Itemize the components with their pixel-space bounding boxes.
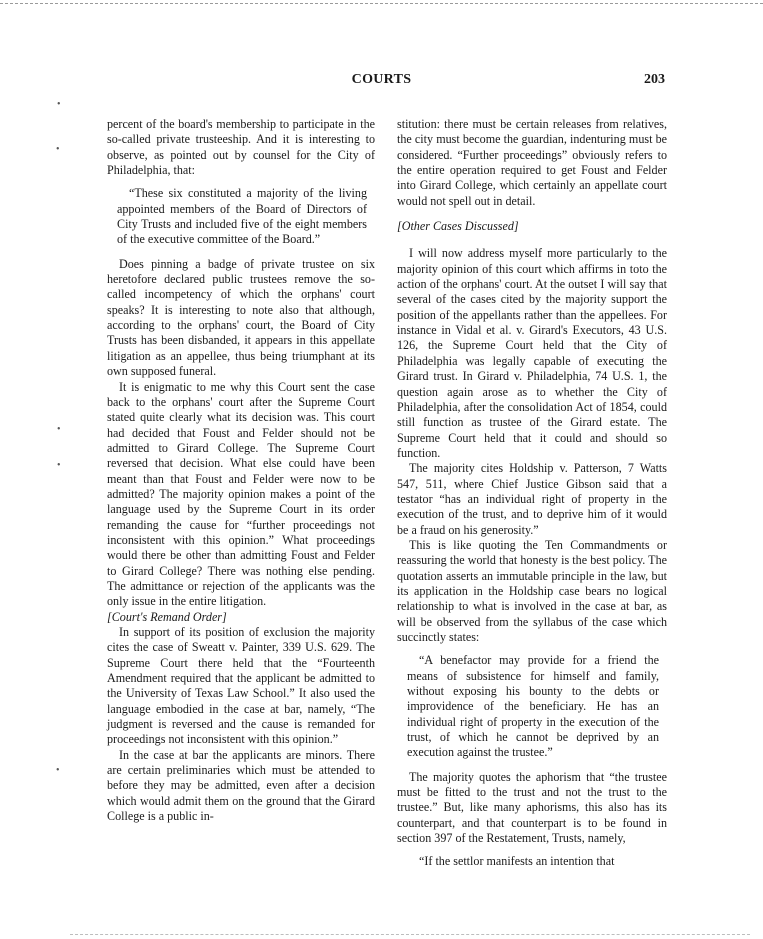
margin-mark: •: [57, 424, 61, 435]
bottom-scan-edge: [70, 934, 750, 935]
quote-text: “If the settlor manifests an intention that: [419, 854, 615, 869]
paragraph: In support of its position of exclusion the majority cites the case of Sweatt v. Painter, 339 U.S. 629. The Supreme Court there held that the “Fourteenth Amendment required that the applicant be admitted to the University of Texas Law School.” It also used the language embodied in the case at bar, namely, “The judgment is reversed and the cause is remanded for proceedings not inconsistent with this opinion.”: [107, 625, 375, 747]
running-head: COURTS: [351, 72, 412, 87]
margin-mark: •: [56, 765, 60, 776]
paragraph: percent of the board's membership to participate in the so-called private trusteeship. And it is interesting to observe, as pointed out by counsel for the City of Philadelphia, that:: [107, 117, 375, 178]
section-heading: [Court's Remand Order]: [107, 609, 227, 624]
paragraph: It is enigmatic to me why this Court sent the case back to the orphans' court after the Supreme Court stated quite clearly what its decision was. This court had decided that Foust and Felder should not be admitted to Girard College. The Supreme Court reversed that decision. What else could have been meant than that Foust and Felder were now to be admitted? The majority opinion makes a point of the language used by the Supreme Court in its order remanding the cause for “further proceedings not inconsistent with this opinion.” What proceedings would there be other than admitting Foust and Felder to Girard College? There was nothing else pending. The admittance or rejection of the applicants was the only issue in the entire litigation.: [107, 379, 375, 609]
paragraph: Does pinning a badge of private trustee on six heretofore declared public trustees remove the so-called incompetency of which the orphans' court speaks? It is interesting to note also that although, according to the orphans' court, the Board of City Trusts has been disbanded, it appears in this appellate litigation as an appellee, thus being triumphant at its own supposed funeral.: [107, 256, 375, 379]
block-quote: [407, 653, 667, 760]
paragraph: In the case at bar the applicants are minors. There are certain preliminaries which must be attended to before they may be admitted, even after a decision which would admit them on the ground that the Girard College is a public in-: [107, 747, 375, 824]
paragraph: The majority cites Holdship v. Patterson, 7 Watts 547, 511, where Chief Justice Gibson said that a testator “has an individual right of property in the execution of the trust, and to deprive him of it would be a fraud on his generosity.”: [397, 461, 667, 537]
paragraph: stitution: there must be certain releases from relatives, the city must become the guardian, indenturing must be considered. “Further proceedings” obviously refers to the entire operation required to get Foust and Felder into Girard College, which certainly an appellate court would not spell out in detail.: [397, 117, 667, 208]
quote-text: “A benefactor may provide for a friend the means of subsistence for himself and family, without exposing his bounty to the debts or improvidence of the beneficiary. He has an individual right of property in the execution of the trust, of which he cannot be deprived by an execution against the trustee.”: [407, 653, 659, 760]
margin-mark: •: [57, 460, 61, 471]
margin-mark: •: [56, 144, 60, 155]
block-quote: [407, 854, 667, 869]
right-column: [397, 117, 667, 870]
left-column: [107, 117, 375, 824]
paragraph: The majority quotes the aphorism that “the trustee must be fitted to the trust and not the trust to the trustee.” But, like many aphorisms, this also has its counterpart, and that counterpart is to be found in section 397 of the Restatement, Trusts, namely,: [397, 769, 667, 846]
paragraph: I will now address myself more particularly to the majority opinion of this court which affirms in toto the action of the orphans' court. At the outset I will say that several of the cases cited by the majority support the position of the appellants rather than the appellees. For instance in Vidal et al. v. Girard's Executors, 43 U.S. 126, the Supreme Court held that the City of Philadelphia was legally capable of executing the Girard trust. In Girard v. Philadelphia, 74 U.S. 1, the question again arose as to whether the City of Philadelphia, after the consolidation Act of 1854, could still function as trustee of the Girard estate. The Supreme Court held that it could and should so function.: [397, 246, 667, 460]
margin-mark: •: [57, 99, 61, 110]
section-heading: [Other Cases Discussed]: [397, 219, 519, 234]
block-quote: [117, 186, 375, 247]
top-scan-edge: [0, 3, 763, 4]
quote-text: “These six constituted a majority of the living appointed members of the Board of Directors of City Trusts and included five of the eight members of the executive committee of the Board.”: [117, 186, 367, 247]
page-number: 203: [644, 72, 665, 87]
paragraph: This is like quoting the Ten Commandments or reassuring the world that honesty is the best policy. The quotation asserts an immutable principle in the law, but its application in the Holdship case bears no logical relationship to what is involved in the case at bar, as will be observed from the syllabus of the case which succinctly states:: [397, 537, 667, 644]
